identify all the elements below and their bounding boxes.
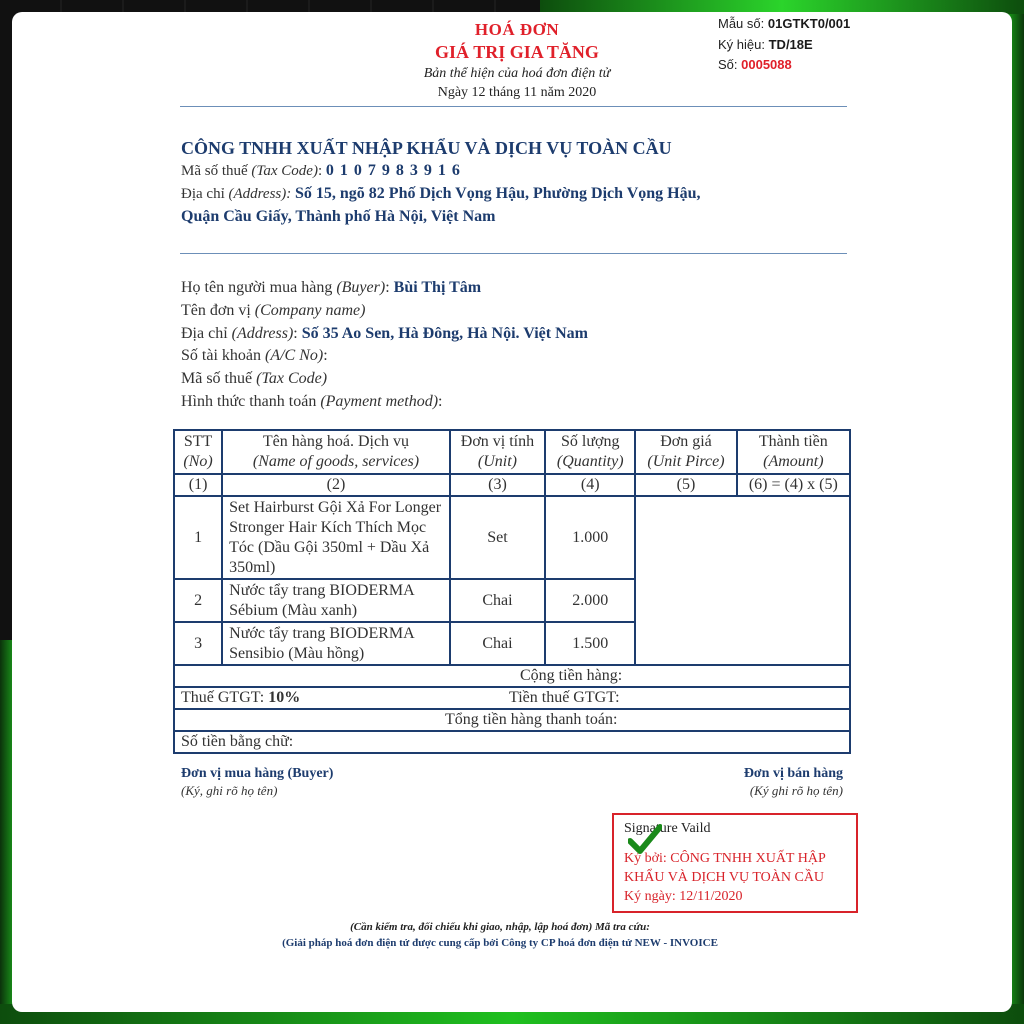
vat-cell (174, 687, 850, 709)
seller-tax-value: 0 1 0 7 9 8 3 9 1 6 (325, 162, 461, 179)
buyer-signature-label: Đơn vị mua hàng (Buyer) (181, 766, 334, 781)
seller-signature-label: Đơn vị bán hàng (743, 766, 843, 781)
buyer-name-label: Họ tên người mua hàng (181, 279, 333, 296)
item-name: Nước tẩy trang BIODERMA Sébium (Màu xanh) (222, 579, 450, 622)
vat-amount-label: Tiền thuế GTGT: (509, 689, 620, 706)
item-name: Nước tẩy trang BIODERMA Sensibio (Màu hồng) (222, 622, 450, 665)
buyer-payment-label-en: (Payment method) (320, 393, 439, 410)
buyer-payment-method: Hình thức thanh toán (Payment method): (181, 393, 443, 410)
index-cell: (4) (545, 474, 635, 496)
divider (180, 106, 847, 107)
buyer-account-label-en: (A/C No) (265, 347, 324, 364)
vat-rate-label: Thuế GTGT: (181, 689, 265, 706)
index-cell: (1) (174, 474, 222, 496)
column-header: STT (No) (174, 430, 222, 474)
item-unit: Chai (450, 579, 545, 622)
column-header: Thành tiền (Amount) (737, 430, 850, 474)
buyer-company (181, 302, 365, 320)
invoice-title-line2: GIÁ TRỊ GIA TĂNG (435, 42, 599, 62)
seller-tax-label-en: (Tax Code) (251, 163, 318, 179)
serial-label: Ký hiệu: (718, 37, 765, 52)
row-number: 2 (174, 579, 222, 622)
seller-address (181, 185, 701, 203)
column-header: Số lượng (Quantity) (545, 430, 635, 474)
form-number-value: 01GTKT0/001 (767, 16, 851, 31)
buyer-signature-sub: (Ký, ghi rõ họ tên) (181, 783, 278, 798)
buyer-address-label: Địa chỉ (181, 325, 228, 342)
amount-in-words-row (174, 731, 850, 753)
seller-name: CÔNG TNHH XUẤT NHẬP KHẨU VÀ DỊCH VỤ TOÀN CẦU (181, 138, 672, 158)
item-quantity: 1.500 (545, 622, 635, 665)
buyer-account: Số tài khoản (A/C No): (181, 347, 328, 364)
buyer-address-label-en: (Address) (231, 325, 294, 342)
subtotal-label: Cộng tiền hàng: (174, 665, 850, 687)
item-quantity: 1.000 (545, 496, 635, 579)
buyer-company-label-en: (Company name) (254, 302, 366, 319)
table-row (174, 496, 850, 579)
index-cell: (5) (635, 474, 736, 496)
buyer-address: Địa chỉ (Address): Số 35 Ao Sen, Hà Đông, Hà Nội. Việt Nam (181, 325, 588, 342)
row-number: 3 (174, 622, 222, 665)
invoice-document (12, 12, 1012, 1012)
column-header: Đơn vị tính (Unit) (450, 430, 545, 474)
price-amount-area (635, 496, 850, 665)
form-number (718, 16, 850, 31)
footer-provider: (Giải pháp hoá đơn điện tử được cung cấp bởi Công ty CP hoá đơn điện tử NEW - INVOICE (282, 937, 718, 949)
footer-note: (Cần kiểm tra, đối chiếu khi giao, nhập, lập hoá đơn) Mã tra cứu: (350, 921, 650, 933)
signed-date: Ký ngày: 12/11/2020 (624, 889, 743, 904)
invoice-date: Ngày 12 tháng 11 năm 2020 (437, 85, 597, 100)
seller-address-cont (181, 208, 495, 226)
signed-by-line1: Ký bởi: CÔNG TNHH XUẤT HẬP (624, 851, 826, 866)
seller-address-line1: Số 15, ngõ 82 Phố Dịch Vọng Hậu, Phường Dịch Vọng Hậu, (295, 185, 701, 202)
item-unit: Chai (450, 622, 545, 665)
total-label: Tổng tiền hàng thanh toán: (174, 709, 850, 731)
seller-signature-sub: (Ký ghi rõ họ tên) (749, 783, 843, 798)
vat-rate-value: 10% (268, 689, 301, 706)
row-number: 1 (174, 496, 222, 579)
vat-row (174, 687, 850, 709)
buyer-name-value: Bùi Thị Tâm (393, 279, 482, 296)
seller-address-label: Địa chỉ (181, 186, 225, 202)
index-cell: (3) (450, 474, 545, 496)
table-header-row (174, 430, 850, 474)
index-cell: (2) (222, 474, 450, 496)
divider (180, 253, 847, 254)
buyer-tax-label-en: (Tax Code) (256, 370, 328, 387)
signature-valid-label: Signature Vaild (624, 821, 711, 836)
seller-address-line2: Quận Cầu Giấy, Thành phố Hà Nội, Việt Nam (181, 208, 496, 225)
buyer-company-label: Tên đơn vị (181, 302, 251, 319)
checkmark-icon (628, 823, 662, 857)
buyer-payment-label: Hình thức thanh toán (181, 393, 317, 410)
buyer-name: Họ tên người mua hàng (Buyer): Bùi Thị Tâm (181, 279, 482, 296)
index-cell: (6) = (4) x (5) (737, 474, 850, 496)
subtotal-row (174, 665, 850, 687)
buyer-tax-code (181, 370, 327, 388)
total-row (174, 709, 850, 731)
amount-in-words-label: Số tiền bằng chữ: (174, 731, 850, 753)
item-unit: Set (450, 496, 545, 579)
table-index-row (174, 474, 850, 496)
invoice-number-value: 0005088 (741, 57, 792, 72)
digital-signature-box (612, 813, 858, 913)
column-header: Đơn giá (Unit Pirce) (635, 430, 736, 474)
buyer-name-label-en: (Buyer) (336, 279, 386, 296)
buyer-account-label: Số tài khoản (181, 347, 261, 364)
invoice-subtitle: Bản thể hiện của hoá đơn điện tử (423, 66, 611, 81)
seller-address-label-en: (Address): (228, 186, 292, 202)
signed-by-line2: KHẨU VÀ DỊCH VỤ TOÀN CẦU (624, 870, 825, 885)
seller-tax-label: Mã số thuế (181, 163, 248, 179)
buyer-tax-label: Mã số thuế (181, 370, 253, 387)
item-quantity: 2.000 (545, 579, 635, 622)
item-name: Set Hairburst Gội Xả For Longer Stronger Hair Kích Thích Mọc Tóc (Dầu Gội 350ml + Dầu Xả 350ml) (222, 496, 450, 579)
serial-value: TD/18E (768, 37, 813, 52)
invoice-title: HOÁ ĐƠN (474, 20, 560, 39)
invoice-number-label: Số: (718, 57, 738, 72)
seller-tax-code: Mã số thuế (Tax Code): 0 1 0 7 9 8 3 9 1 6 (181, 162, 461, 179)
form-number-label: Mẫu số: (718, 16, 765, 31)
serial-number (718, 37, 813, 52)
items-table (173, 429, 851, 754)
buyer-address-value: Số 35 Ao Sen, Hà Đông, Hà Nội. Việt Nam (301, 325, 588, 342)
invoice-number (718, 57, 792, 72)
column-header: Tên hàng hoá. Dịch vụ (Name of goods, services) (222, 430, 450, 474)
